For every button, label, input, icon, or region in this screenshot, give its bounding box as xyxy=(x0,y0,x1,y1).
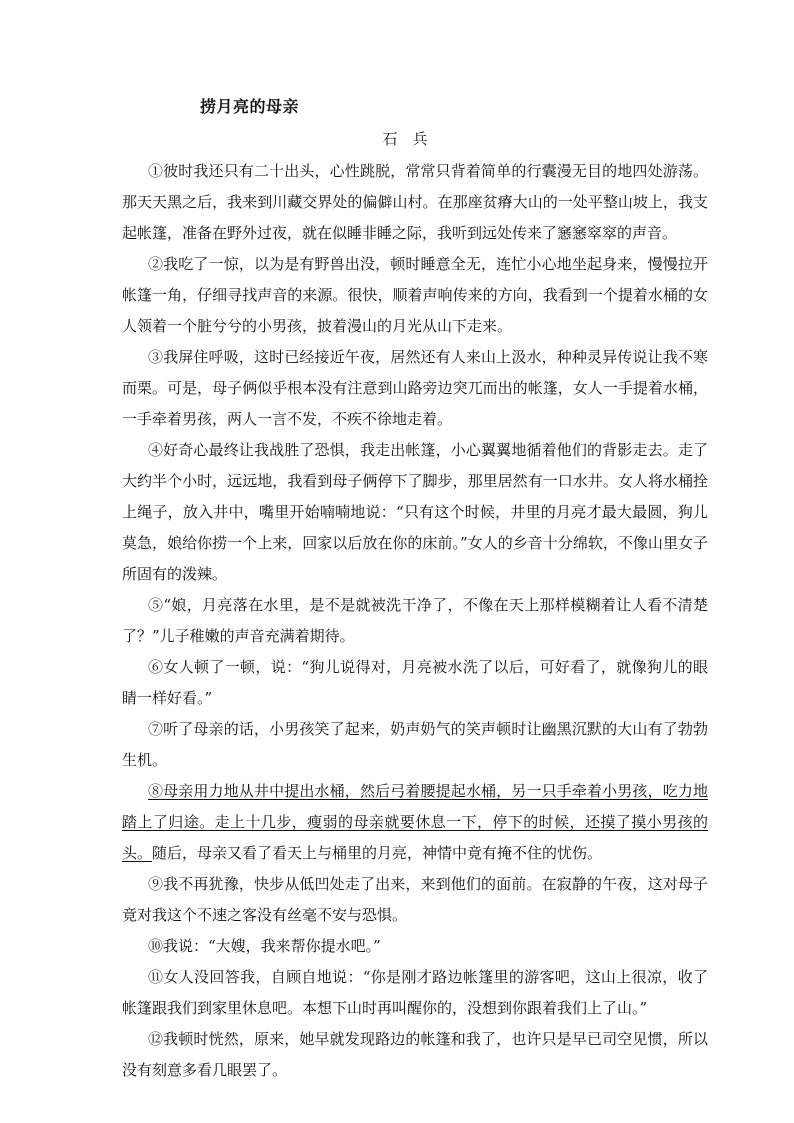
paragraph-1: ①彼时我还只有二十出头，心性跳脱，常常只背着简单的行囊漫无目的地四处游荡。那天天黑之后，我来到川藏交界处的偏僻山村。在那座贫瘠大山的一处平整山坡上，我支起帐篷，准备在野外过夜，就在似睡非睡之际，我听到远处传来了窸窸窣窣的声音。 xyxy=(122,162,708,242)
paragraph-11: ⑪女人没回答我，自顾自地说：“你是刚才路边帐篷里的游客吧，这山上很凉，收了帐篷跟我们到家里休息吧。本想下山时再叫醒你的，没想到你跟着我们上了山。” xyxy=(122,968,708,1017)
paragraph-4: ④好奇心最终让我战胜了恐惧，我走出帐篷，小心翼翼地循着他们的背影走去。走了大约半个小时，远远地，我看到母子俩停下了脚步，那里居然有一口水井。女人将水桶拴上绳子，放入井中，嘴里开始喃喃地说：“只有这个时候，井里的月亮才最大最圆，狗儿莫急，娘给你捞一个上来，回家以后放在你的床前。”女人的乡音十分绵软，不像山里女子所固有的泼辣。 xyxy=(122,441,708,583)
paragraph-8-underlined-text: ⑧母亲用力地从井中提出水桶，然后弓着腰提起水桶，另一只手牵着小男孩，吃力地踏上了归途。走上十几步，瘦弱的母亲就要休息一下，停下的时候，还摸了摸小男孩的头。 xyxy=(122,782,708,862)
paragraph-12: ⑫我顿时恍然，原来，她早就发现路边的帐篷和我了，也许只是早已司空见惯，所以没有刻意多看几眼罢了。 xyxy=(122,1030,708,1079)
paragraph-5: ⑤“娘，月亮落在水里，是不是就被洗干净了，不像在天上那样模糊着让人看不清楚了？”儿子稚嫩的声音充满着期待。 xyxy=(122,596,708,645)
paragraph-3: ③我屏住呼吸，这时已经接近午夜，居然还有人来山上汲水，种种灵异传说让我不寒而栗。可是，母子俩似乎根本没有注意到山路旁边突兀而出的帐篷，女人一手提着水桶，一手牵着男孩，两人一言不发，不疾不徐地走着。 xyxy=(122,348,708,428)
paragraph-6: ⑥女人顿了一顿，说：“狗儿说得对，月亮被水洗了以后，可好看了，就像狗儿的眼睛一样好看。” xyxy=(122,658,708,707)
paragraph-7: ⑦听了母亲的话，小男孩笑了起来，奶声奶气的笑声顿时让幽黑沉默的大山有了勃勃生机。 xyxy=(122,720,708,769)
paragraph-2: ②我吃了一惊，以为是有野兽出没，顿时睡意全无，连忙小心地坐起身来，慢慢拉开帐篷一角，仔细寻找声音的来源。很快，顺着声响传来的方向，我看到一个提着水桶的女人领着一个脏兮兮的小男孩，披着漫山的月光从山下走来。 xyxy=(122,255,708,335)
paragraph-8 xyxy=(122,776,708,869)
paragraph-9: ⑨我不再犹豫，快步从低凹处走了出来，来到他们的面前。在寂静的午夜，这对母子竟对我这个不速之客没有丝毫不安与恐惧。 xyxy=(122,875,708,924)
article-title: 捞月亮的母亲 xyxy=(200,97,300,116)
article-author: 石 兵 xyxy=(382,130,428,148)
paragraph-10: ⑩我说：“大嫂，我来帮你提水吧。” xyxy=(148,937,381,955)
paragraph-8-tail-text: 随后，母亲又看了看天上与桶里的月亮，神情中竟有掩不住的忧伤。 xyxy=(152,844,603,862)
article-body xyxy=(122,156,708,1086)
